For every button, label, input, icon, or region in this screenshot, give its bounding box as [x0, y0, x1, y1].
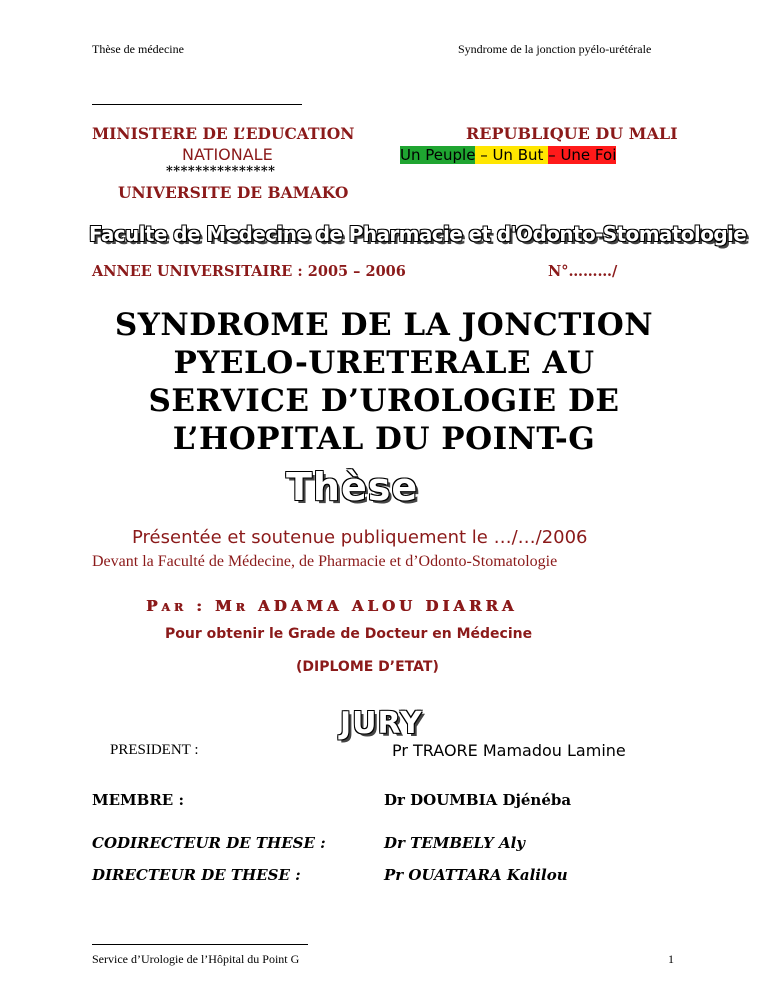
header-right: Syndrome de la jonction pyélo-urétérale: [458, 42, 652, 56]
republic-motto: [400, 146, 616, 164]
motto-yellow: – Un But: [475, 146, 549, 164]
ministry-line2: NATIONALE: [182, 145, 273, 164]
president-name: Pr TRAORE Mamadou Lamine: [392, 741, 626, 760]
codirecteur-name: Dr TEMBELY Aly: [384, 834, 526, 852]
faculty-name: Faculte de Medecine de Pharmacie et d'Odonto-Stomatologie: [89, 222, 747, 246]
these-word: Thèse: [286, 465, 419, 509]
motto-red: – Une Foi: [548, 146, 617, 164]
directeur-label: DIRECTEUR DE THESE :: [92, 866, 301, 884]
president-label: PRESIDENT :: [110, 742, 199, 758]
ministry-line1: MINISTERE DE L’EDUCATION: [92, 124, 355, 143]
page-number: 1: [668, 952, 674, 966]
grade-line: Pour obtenir le Grade de Docteur en Médecine: [165, 626, 533, 642]
top-rule: [92, 104, 302, 105]
footer-rule: [92, 944, 308, 945]
ministry-stars: ***************: [166, 164, 276, 179]
header-left: Thèse de médecine: [92, 42, 184, 56]
footer-left: Service d’Urologie de l’Hôpital du Point G: [92, 952, 300, 966]
membre-name: Dr DOUMBIA Djénéba: [384, 791, 572, 809]
diplome-line: (DIPLOME D’ETAT): [296, 659, 439, 675]
jury-word: JURY: [340, 706, 423, 741]
title-line3: SERVICE D’UROLOGIE DE: [148, 383, 620, 419]
thesis-title: [0, 306, 768, 458]
thesis-number: N°………/: [548, 263, 618, 280]
membre-label: MEMBRE :: [92, 791, 184, 809]
republic-name: REPUBLIQUE DU MALI: [466, 124, 678, 143]
motto-green: Un Peuple: [400, 146, 476, 164]
academic-year: ANNEE UNIVERSITAIRE : 2005 – 2006: [92, 263, 406, 280]
directeur-name: Pr OUATTARA Kalilou: [384, 866, 568, 884]
title-line1: SYNDROME DE LA JONCTION: [114, 307, 654, 343]
title-line4: L’HOPITAL DU POINT-G: [172, 421, 596, 457]
title-line2: PYELO-URETERALE AU: [173, 345, 595, 381]
codirecteur-label: CODIRECTEUR DE THESE :: [92, 834, 326, 852]
devant-line: Devant la Faculté de Médecine, de Pharmacie et d’Odonto-Stomatologie: [92, 553, 558, 570]
author-line: Par : Mr ADAMA ALOU DIARRA: [146, 597, 518, 615]
university-name: UNIVERSITE DE BAMAKO: [118, 183, 349, 202]
presentation-line: Présentée et soutenue publiquement le …/…/2006: [132, 527, 588, 548]
